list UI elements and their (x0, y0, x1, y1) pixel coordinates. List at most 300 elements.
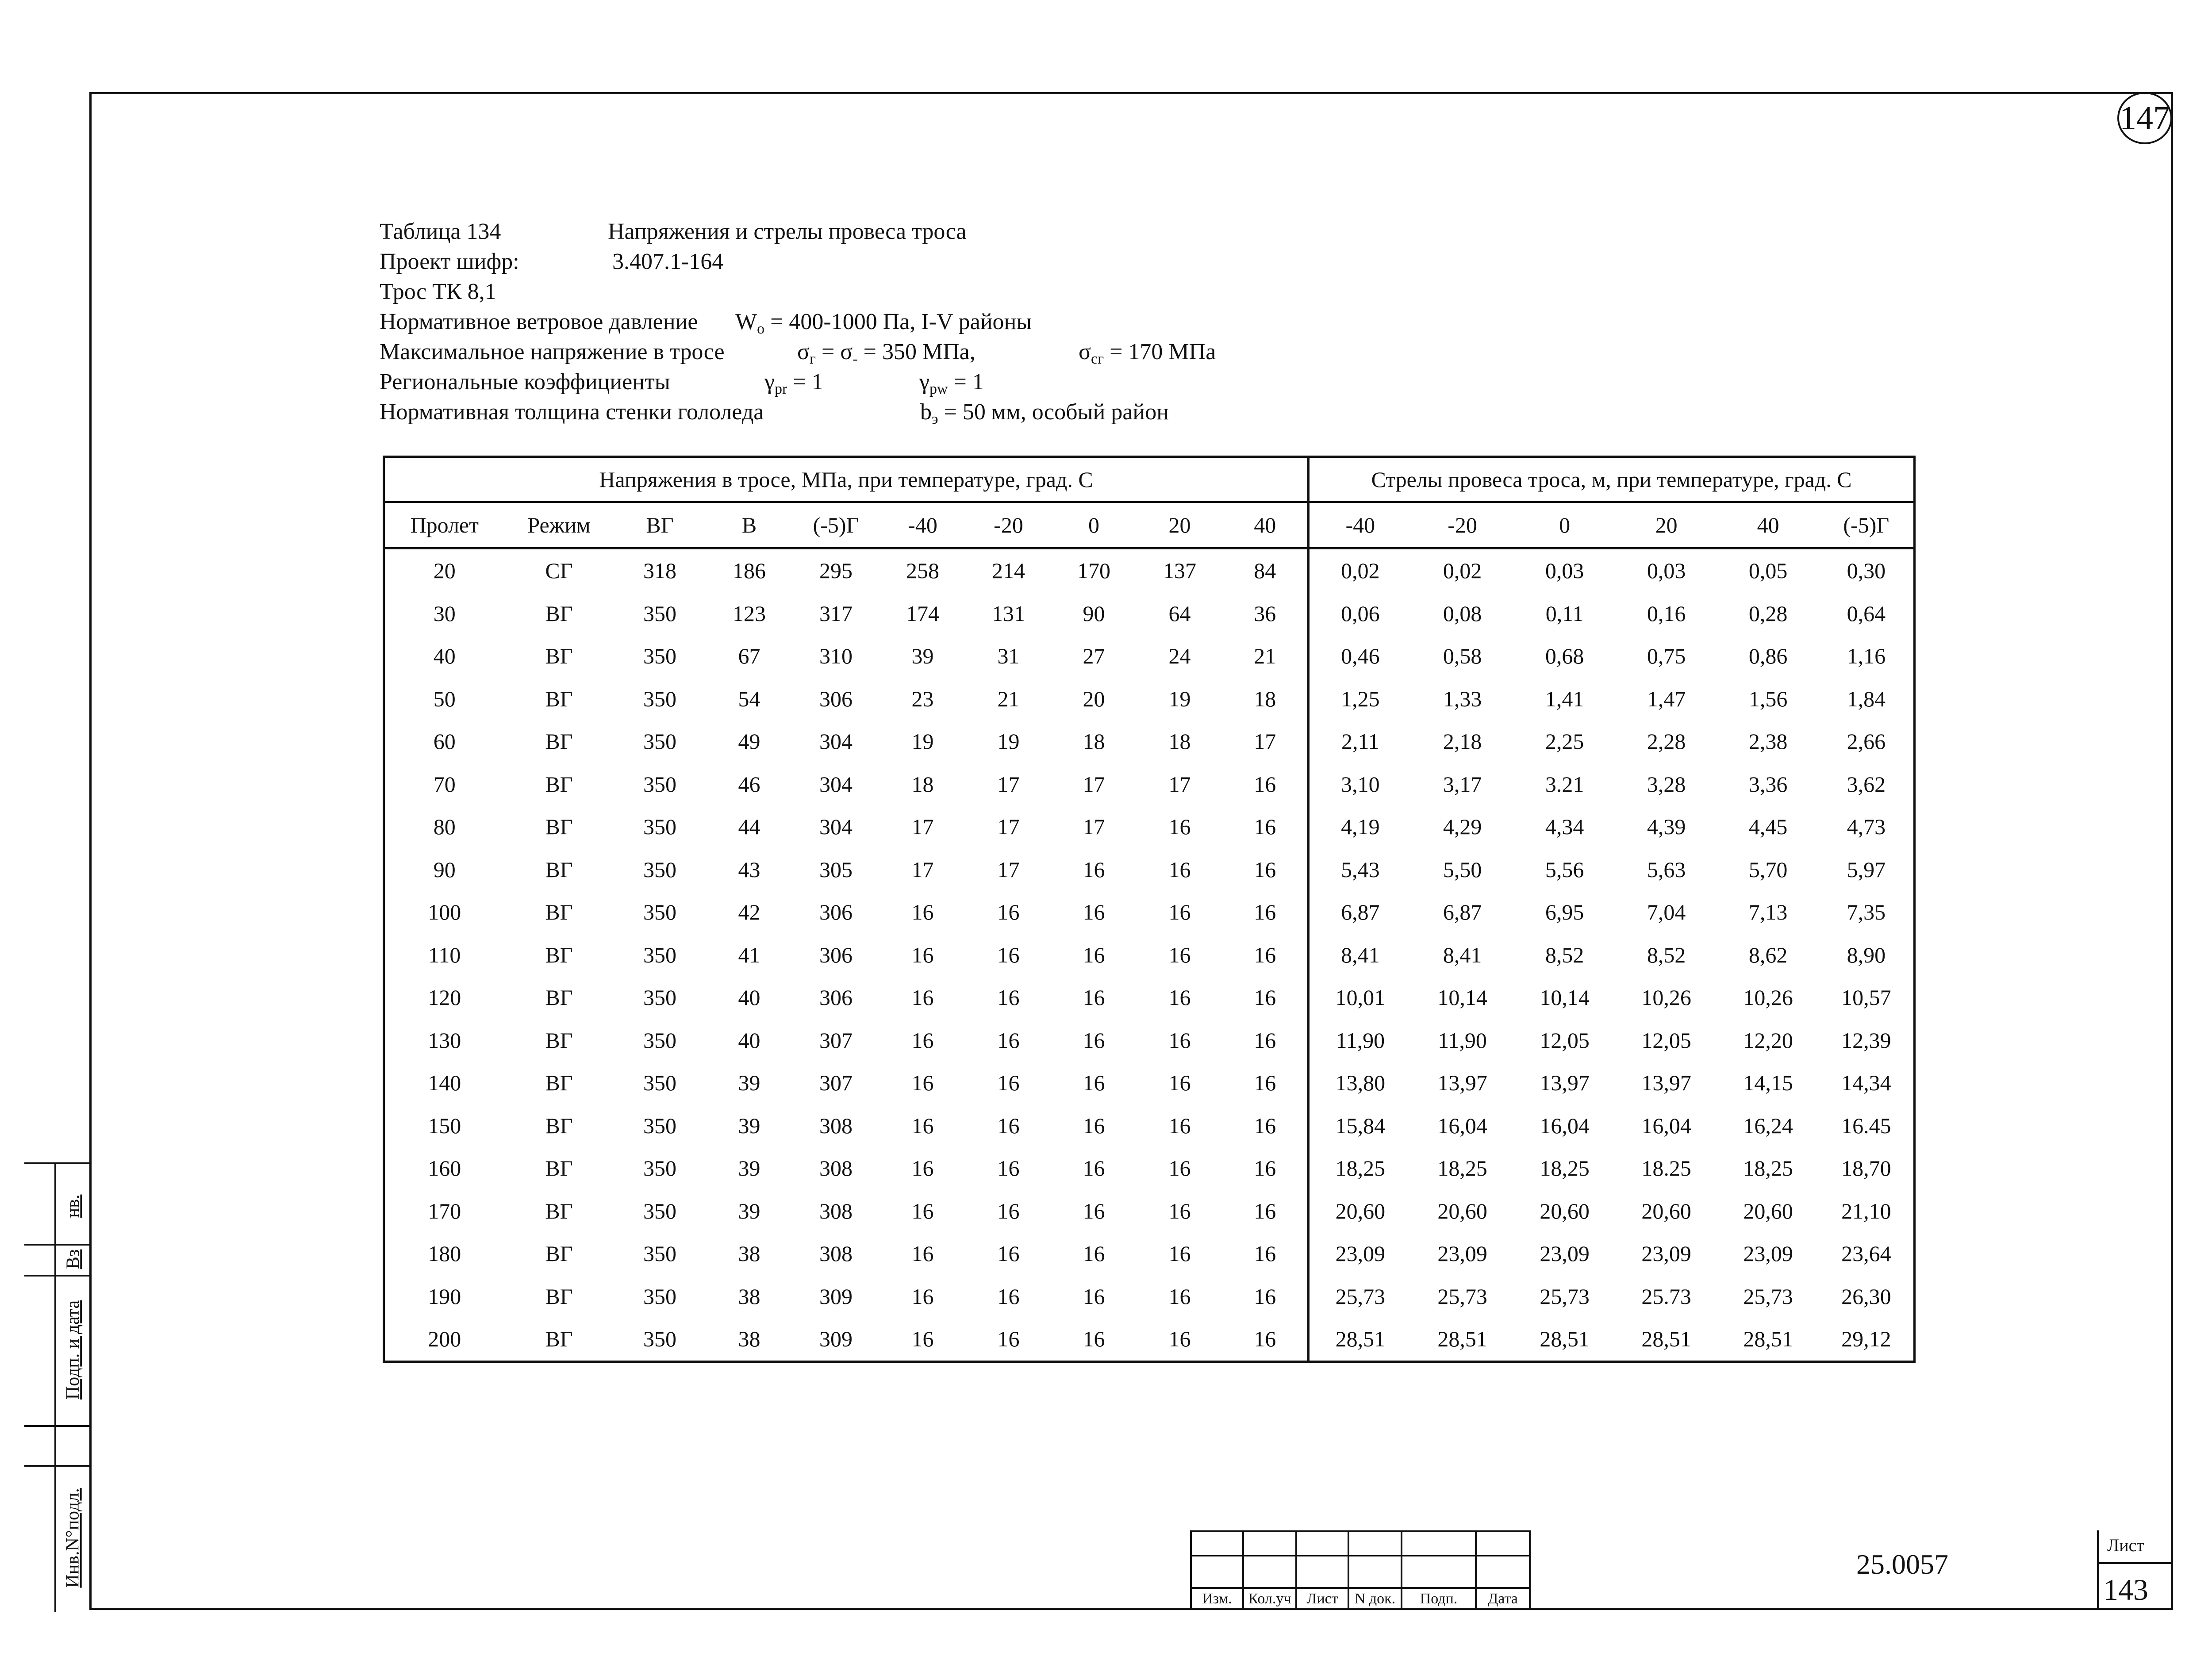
table-cell: 54 (738, 686, 760, 711)
table-cell: 110 (384, 934, 504, 977)
table-cell: 16 (1083, 1241, 1105, 1266)
col-header-span: Пролет (384, 502, 504, 548)
table-cell: 304 (819, 771, 853, 797)
table-cell: 350 (643, 900, 676, 925)
table-cell: 16 (1254, 1027, 1276, 1053)
table-cell: 10,57 (1819, 976, 1915, 1019)
table-cell: 258 (906, 558, 939, 583)
table-cell: 174 (906, 601, 939, 626)
table-cell: 14,15 (1743, 1070, 1793, 1096)
maxstress-value-1: $\sigma_г = \sigma_- = 350$ МПа, (797, 339, 975, 367)
frame-line-right (2171, 92, 2173, 1610)
table-cell: ВГ (545, 601, 573, 626)
table-cell: 0,68 (1545, 644, 1584, 669)
table-cell: 36 (1254, 601, 1276, 626)
table-row (384, 1318, 1915, 1361)
table-cell: 5,50 (1443, 857, 1482, 882)
table-cell: 20 (1083, 686, 1105, 711)
table-cell: 16 (1083, 985, 1105, 1010)
table-cell: 16 (911, 1284, 934, 1309)
table-cell: 0,02 (1443, 558, 1482, 583)
side-stamp-label-inv: нв. (63, 1194, 83, 1218)
table-cell: 17 (1168, 771, 1191, 797)
table-cell: 17 (911, 814, 934, 840)
table-cell: ВГ (545, 1027, 573, 1053)
table-cell: 0,30 (1819, 548, 1915, 592)
table-cell: 305 (819, 857, 853, 882)
table-cell: 13,97 (1641, 1070, 1691, 1096)
regional-label: Региональные коэффициенты (380, 369, 670, 395)
table-cell: 16 (911, 1198, 934, 1223)
table-cell: 17 (997, 771, 1020, 797)
table-cell: 16 (997, 1284, 1020, 1309)
title-caption-list: Лист (1306, 1591, 1338, 1607)
table-cell: 1,41 (1545, 686, 1584, 711)
table-cell: 50 (384, 678, 504, 721)
table-cell: 16 (997, 900, 1020, 925)
page-number-circle: 147 (2117, 92, 2172, 144)
table-cell: 350 (643, 942, 676, 967)
table-row (384, 1232, 1915, 1275)
table-cell: 20,60 (1437, 1198, 1487, 1223)
table-cell: 39 (738, 1156, 760, 1181)
table-cell: 306 (819, 686, 853, 711)
table-cell: 6,87 (1443, 900, 1482, 925)
table-cell: ВГ (545, 985, 573, 1010)
table-cell: 6,95 (1545, 900, 1584, 925)
table-cell: 18 (1168, 729, 1191, 754)
table-cell: 1,47 (1647, 686, 1686, 711)
table-cell: 16 (1083, 1198, 1105, 1223)
table-cell: 16 (1254, 1198, 1276, 1223)
table-cell: 16 (911, 942, 934, 967)
table-cell: 28,51 (1616, 1318, 1717, 1361)
table-cell: 16 (1254, 814, 1276, 840)
table-cell: 14,34 (1819, 1062, 1915, 1104)
table-cell: 27 (1083, 644, 1105, 669)
table-cell: 16 (1083, 1284, 1105, 1309)
table-cell: 180 (384, 1232, 504, 1275)
title-block-line (1190, 1555, 1529, 1556)
table-cell: 306 (819, 942, 853, 967)
table-cell: 26,30 (1819, 1275, 1915, 1318)
title-block-line (1190, 1530, 1529, 1532)
table-cell: 23,09 (1540, 1241, 1590, 1266)
table-cell: 2,25 (1545, 729, 1584, 754)
table-row (384, 678, 1915, 721)
table-cell: 0,64 (1819, 592, 1915, 635)
table-cell: ВГ (545, 1113, 573, 1138)
table-cell: 10,01 (1309, 976, 1411, 1019)
table-cell: 310 (819, 644, 853, 669)
side-approval-stamp (24, 1162, 90, 1612)
table-cell: 137 (1163, 558, 1196, 583)
table-cell: 16 (1083, 857, 1105, 882)
table-cell: 16 (1168, 985, 1191, 1010)
table-cell: 2,11 (1309, 720, 1411, 763)
side-stamp-line (24, 1244, 90, 1246)
table-cell: ВГ (545, 729, 573, 754)
table-cell: 0,03 (1545, 558, 1584, 583)
table-cell: 23,09 (1437, 1241, 1487, 1266)
table-cell: 90 (384, 848, 504, 891)
table-cell: 16 (1168, 942, 1191, 967)
table-cell: ВГ (545, 686, 573, 711)
table-cell: 18.25 (1641, 1156, 1691, 1181)
table-cell: 1,33 (1443, 686, 1482, 711)
table-cell: 16 (911, 900, 934, 925)
table-cell: 19 (1168, 686, 1191, 711)
table-cell: 16 (1254, 1113, 1276, 1138)
table-cell: 1,84 (1819, 678, 1915, 721)
table-cell: 28,51 (1514, 1318, 1616, 1361)
table-row (384, 1147, 1915, 1190)
side-stamp-label-vz: Вз (62, 1249, 83, 1269)
table-cell: 0,46 (1309, 635, 1411, 678)
table-cell: 2,66 (1819, 720, 1915, 763)
table-cell: 18,70 (1819, 1147, 1915, 1190)
group-header-stress: Напряжения в тросе, МПа, при температуре, град. С (384, 457, 1309, 502)
table-cell: 16 (1168, 814, 1191, 840)
table-cell: 0,03 (1647, 558, 1686, 583)
table-row (384, 1019, 1915, 1062)
table-cell: 28,51 (1717, 1318, 1819, 1361)
table-cell: 350 (643, 814, 676, 840)
table-cell: 1,56 (1748, 686, 1788, 711)
table-cell: 90 (1083, 601, 1105, 626)
table-cell: 0,28 (1748, 601, 1788, 626)
table-cell: 350 (643, 601, 676, 626)
table-cell: 16 (997, 1070, 1020, 1096)
table-cell: 16 (1168, 857, 1191, 882)
table-cell: 7,04 (1647, 900, 1686, 925)
table-cell: ВГ (545, 1070, 573, 1096)
table-cell: 16 (1083, 1113, 1105, 1138)
table-cell: 308 (819, 1241, 853, 1266)
table-cell: 18,25 (1743, 1156, 1793, 1181)
table-cell: 43 (738, 857, 760, 882)
table-row (384, 548, 1915, 592)
table-cell: 308 (819, 1156, 853, 1181)
table-cell: 350 (643, 1113, 676, 1138)
table-cell: 23 (911, 686, 934, 711)
title-caption-izm: Изм. (1202, 1591, 1232, 1607)
table-cell: 350 (643, 1241, 676, 1266)
table-cell: 18,25 (1309, 1147, 1411, 1190)
table-cell: 4,34 (1545, 814, 1584, 840)
table-cell: 16 (966, 1318, 1051, 1361)
table-row (384, 1190, 1915, 1233)
table-cell: 16 (1083, 1070, 1105, 1096)
table-cell: 23,09 (1309, 1232, 1411, 1275)
title-caption-ndok: N док. (1354, 1591, 1396, 1607)
table-cell: 46 (738, 771, 760, 797)
table-cell: 16 (911, 985, 934, 1010)
table-cell: 16 (879, 1318, 966, 1361)
table-cell: 16,04 (1437, 1113, 1487, 1138)
table-cell: 8,52 (1647, 942, 1686, 967)
title-block-line (1529, 1530, 1531, 1610)
table-cell: 10,26 (1641, 985, 1691, 1010)
table-cell: ВГ (545, 942, 573, 967)
table-cell: 25,73 (1540, 1284, 1590, 1309)
table-cell: ВГ (545, 857, 573, 882)
table-cell: 30 (384, 592, 504, 635)
maxstress-label: Максимальное напряжение в тросе (380, 339, 725, 364)
table-cell: 16 (1168, 1156, 1191, 1181)
table-cell: 16 (1254, 1156, 1276, 1181)
table-cell: 3,28 (1647, 771, 1686, 797)
table-cell: 20 (384, 548, 504, 592)
wind-label: Нормативное ветровое давление (380, 309, 698, 334)
table-cell: 21 (997, 686, 1020, 711)
table-cell: 0,16 (1647, 601, 1686, 626)
table-row (384, 592, 1915, 635)
table-cell: 4,45 (1748, 814, 1788, 840)
table-cell: 0,06 (1309, 592, 1411, 635)
table-cell: 5,97 (1819, 848, 1915, 891)
table-cell: 309 (793, 1318, 879, 1361)
table-cell: 84 (1254, 558, 1276, 583)
table-cell: 350 (643, 1198, 676, 1223)
table-cell: 8,62 (1748, 942, 1788, 967)
table-cell: 13,80 (1309, 1062, 1411, 1104)
table-cell: 100 (384, 891, 504, 934)
table-cell: 318 (643, 558, 676, 583)
table-cell: ВГ (545, 1198, 573, 1223)
table-cell: 16 (997, 1113, 1020, 1138)
table-cell: ВГ (545, 771, 573, 797)
table-cell: 17 (1083, 814, 1105, 840)
table-row (384, 976, 1915, 1019)
table-cell: 5,43 (1309, 848, 1411, 891)
table-cell: 1,16 (1819, 635, 1915, 678)
table-cell: 10,26 (1743, 985, 1793, 1010)
regional-value-2: $\gamma_{pw} = 1$ (919, 369, 984, 397)
table-cell: 0,58 (1443, 644, 1482, 669)
table-cell: 16 (1168, 1284, 1191, 1309)
table-cell: 120 (384, 976, 504, 1019)
side-stamp-line (24, 1275, 90, 1276)
table-cell: 16 (1254, 900, 1276, 925)
table-cell: ВГ (545, 1156, 573, 1181)
col-header-stress-40: 40 (1223, 502, 1309, 548)
side-stamp-label-podp: Подп. и дата (63, 1300, 84, 1400)
table-cell: 16 (911, 1070, 934, 1096)
col-header-stress-0: 0 (1051, 502, 1137, 548)
table-cell: 25.73 (1641, 1284, 1691, 1309)
table-cell: 350 (643, 771, 676, 797)
col-header-sag-0: 0 (1514, 502, 1616, 548)
table-cell: 350 (614, 1318, 706, 1361)
table-cell: 16 (1254, 1070, 1276, 1096)
table-cell: 16 (1254, 1241, 1276, 1266)
table-cell: 20,60 (1309, 1190, 1411, 1233)
table-column-header-row (384, 502, 1915, 548)
table-cell: 28,51 (1309, 1318, 1411, 1361)
ice-label: Нормативная толщина стенки гололеда (380, 399, 764, 425)
table-group-header-row (384, 457, 1915, 502)
table-cell: 131 (992, 601, 1025, 626)
table-cell: 13,97 (1540, 1070, 1590, 1096)
table-cell: 39 (911, 644, 934, 669)
table-cell: 28,51 (1411, 1318, 1514, 1361)
table-cell: 350 (643, 1156, 676, 1181)
table-cell: 16 (1083, 900, 1105, 925)
table-cell: 3,10 (1309, 763, 1411, 806)
table-cell: 19 (911, 729, 934, 754)
title-block (1190, 1530, 2173, 1610)
table-cell: 307 (819, 1070, 853, 1096)
table-cell: 17 (1083, 771, 1105, 797)
table-cell: 16,04 (1641, 1113, 1691, 1138)
table-cell: 17 (997, 814, 1020, 840)
table-title: Напряжения и стрелы провеса троса (608, 219, 967, 244)
table-cell: 295 (819, 558, 853, 583)
col-header-sag-m5g: (-5)Г (1819, 502, 1915, 548)
table-cell: 38 (706, 1318, 793, 1361)
table-cell: 70 (384, 763, 504, 806)
table-cell: 16 (911, 1027, 934, 1053)
table-cell: 44 (738, 814, 760, 840)
table-cell: 18,25 (1540, 1156, 1590, 1181)
side-stamp-line (24, 1465, 90, 1467)
table-row (384, 805, 1915, 848)
table-cell: ВГ (545, 1284, 573, 1309)
frame-line-top (89, 92, 2173, 94)
table-row (384, 720, 1915, 763)
table-cell: 18 (1083, 729, 1105, 754)
table-cell: 214 (992, 558, 1025, 583)
table-cell: 41 (738, 942, 760, 967)
table-cell: 20,60 (1641, 1198, 1691, 1223)
table-row (384, 763, 1915, 806)
table-cell: 7,13 (1748, 900, 1788, 925)
table-cell: 1,25 (1309, 678, 1411, 721)
table-cell: 20,60 (1540, 1198, 1590, 1223)
table-cell: 16 (997, 942, 1020, 967)
table-cell: 16 (1137, 1318, 1223, 1361)
table-cell: 10,14 (1437, 985, 1487, 1010)
table-cell: 4,39 (1647, 814, 1686, 840)
table-cell: 39 (738, 1070, 760, 1096)
ice-value: $b_э = 50$ мм, особый район (920, 399, 1169, 427)
table-cell: 3,17 (1443, 771, 1482, 797)
table-cell: 60 (384, 720, 504, 763)
table-cell: 23,09 (1743, 1241, 1793, 1266)
table-cell: 16 (1083, 942, 1105, 967)
table-cell: 4,73 (1819, 805, 1915, 848)
regional-value-1: $\gamma_{pr} = 1$ (764, 369, 823, 397)
table-cell: 11,90 (1309, 1019, 1411, 1062)
table-cell: 16 (1168, 1113, 1191, 1138)
table-cell: 308 (819, 1113, 853, 1138)
table-cell: 12,20 (1743, 1027, 1793, 1053)
table-cell: 23,09 (1641, 1241, 1691, 1266)
col-header-stress-20: 20 (1137, 502, 1223, 548)
table-cell: 29,12 (1819, 1318, 1915, 1361)
table-cell: СГ (545, 558, 573, 583)
table-cell: 3.21 (1545, 771, 1584, 797)
col-header-stress-m40: -40 (879, 502, 966, 548)
table-cell: 16 (997, 1198, 1020, 1223)
table-cell: 160 (384, 1147, 504, 1190)
table-cell: 0,75 (1647, 644, 1686, 669)
table-cell: 16 (1254, 1284, 1276, 1309)
col-header-sag-40: 40 (1717, 502, 1819, 548)
table-cell: 49 (738, 729, 760, 754)
table-cell: 11,90 (1438, 1027, 1487, 1053)
table-cell: 0,05 (1748, 558, 1788, 583)
table-cell: 40 (738, 985, 760, 1010)
table-cell: 17 (1254, 729, 1276, 754)
table-cell: 0,02 (1309, 548, 1411, 592)
table-cell: 25,73 (1743, 1284, 1793, 1309)
cable-label: Трос ТК 8,1 (380, 279, 496, 304)
table-cell: 0,08 (1443, 601, 1482, 626)
table-cell: 308 (819, 1198, 853, 1223)
table-cell: ВГ (545, 644, 573, 669)
table-cell: ВГ (504, 1318, 614, 1361)
table-cell: 3,62 (1819, 763, 1915, 806)
table-cell: 200 (384, 1318, 504, 1361)
table-cell: 42 (738, 900, 760, 925)
table-cell: 123 (733, 601, 766, 626)
table-cell: 15,84 (1309, 1104, 1411, 1147)
project-label: Проект шифр: (380, 249, 519, 274)
table-cell: 0,11 (1545, 601, 1584, 626)
table-cell: 8,52 (1545, 942, 1584, 967)
table-cell: 8,41 (1309, 934, 1411, 977)
table-cell: 23,64 (1819, 1232, 1915, 1275)
table-cell: 16 (1083, 1027, 1105, 1053)
table-cell: 350 (643, 1070, 676, 1096)
table-cell: 16 (1168, 1241, 1191, 1266)
sheet-number: 143 (2103, 1573, 2148, 1606)
table-row (384, 848, 1915, 891)
table-cell: 130 (384, 1019, 504, 1062)
table-label: Таблица 134 (380, 219, 501, 244)
table-row (384, 1104, 1915, 1147)
wind-value: $W_o = 400-1000$ Па, I-V районы (735, 309, 1032, 337)
col-header-stress-m20: -20 (966, 502, 1051, 548)
stress-sag-table (383, 456, 1916, 1363)
table-cell: 16 (1168, 900, 1191, 925)
document-code: 25.0057 (1856, 1549, 1948, 1580)
table-cell: 10,14 (1540, 985, 1590, 1010)
table-cell: 7,35 (1819, 891, 1915, 934)
table-cell: 16 (1051, 1318, 1137, 1361)
table-cell: 6,87 (1309, 891, 1411, 934)
table-cell: 350 (643, 857, 676, 882)
project-code: 3.407.1-164 (612, 249, 724, 274)
table-cell: 4,29 (1443, 814, 1482, 840)
table-cell: ВГ (545, 814, 573, 840)
table-cell: 39 (738, 1113, 760, 1138)
table-cell: 16 (1083, 1156, 1105, 1181)
table-cell: 350 (643, 686, 676, 711)
table-cell: ВГ (545, 900, 573, 925)
table-cell: 12,05 (1641, 1027, 1691, 1053)
table-cell: 306 (819, 900, 853, 925)
table-cell: 16 (997, 1027, 1020, 1053)
table-cell: 5,70 (1748, 857, 1788, 882)
title-block-line (2097, 1562, 2173, 1564)
table-cell: 5,56 (1545, 857, 1584, 882)
col-header-stress-m5g: (-5)Г (793, 502, 879, 548)
table-cell: 12,39 (1819, 1019, 1915, 1062)
table-cell: 317 (819, 601, 853, 626)
